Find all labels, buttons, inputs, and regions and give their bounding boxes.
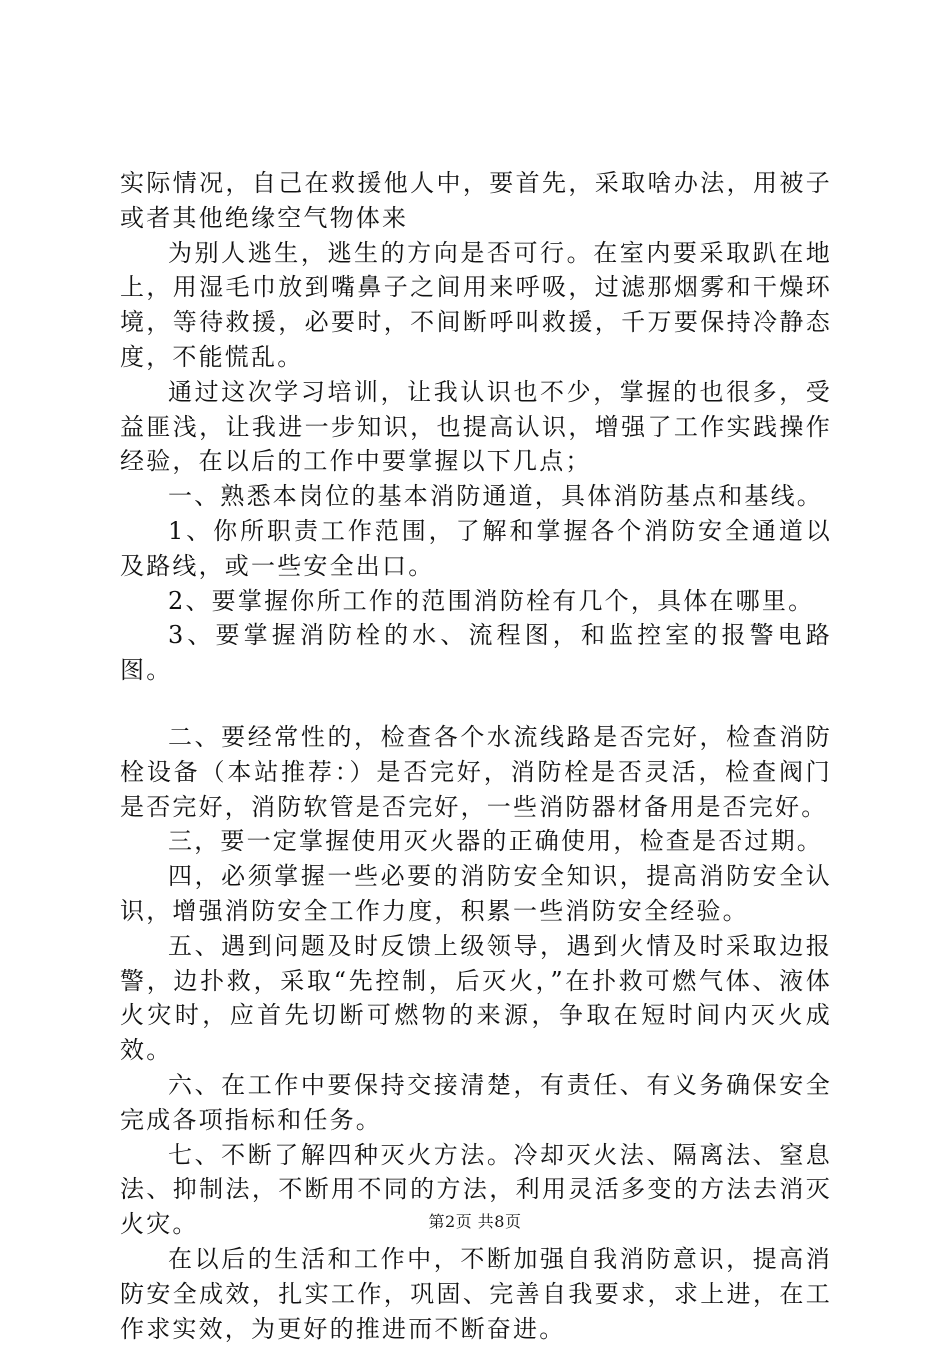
paragraph: 六、在工作中要保持交接清楚，有责任、有义务确保安全完成各项指标和任务。 <box>120 1070 832 1134</box>
paragraph: 四，必须掌握一些必要的消防安全知识，提高消防安全认识，增强消防安全工作力度，积累一些消防安全经验。 <box>120 862 832 925</box>
list-item: 3、要掌握消防栓的水、流程图，和监控室的报警电路图。 <box>120 621 832 685</box>
paragraph: 三，要一定掌握使用灭火器的正确使用，检查是否过期。 <box>168 827 823 856</box>
paragraph: 实际情况，自己在救援他人中，要首先，采取啥办法，用被子或者其他绝缘空气物体来 <box>120 169 832 232</box>
page-footer: 第2页 共8页 <box>428 1212 522 1231</box>
section-heading: 一、熟悉本岗位的基本消防通道，具体消防基点和基线。 <box>168 482 823 511</box>
paragraph: 为别人逃生，逃生的方向是否可行。在室内要采取趴在地上，用湿毛巾放到嘴鼻子之间用来呼吸，过滤那烟雾和干燥环境，等待救援，必要时，不间断呼叫救援，千万要保持冷静态度，不能慌乱。 <box>120 238 832 371</box>
list-item: 2、要掌握你所工作的范围消防栓有几个，具体在哪里。 <box>168 586 815 615</box>
paragraph: 在以后的生活和工作中，不断加强自我消防意识，提高消防安全成效，扎实工作，巩固、完善自我要求，求上进，在工作求实效，为更好的推进而不断奋进。 <box>120 1244 832 1343</box>
paragraph: 通过这次学习培训，让我认识也不少，掌握的也很多，受益匪浅，让我进一步知识，也提高认识，增强了工作实践操作经验，在以后的工作中要掌握以下几点； <box>120 377 832 476</box>
paragraph: 五、遇到问题及时反馈上级领导，遇到火情及时采取边报警，边扑救，采取“先控制，后灭火，”在扑救可燃气体、液体火灾时，应首先切断可燃物的来源，争取在短时间内灭火成效。 <box>120 931 832 1065</box>
list-item: 1、你所职责工作范围，了解和掌握各个消防安全通道以及路线，或一些安全出口。 <box>120 516 832 580</box>
paragraph: 七、不断了解四种灭火方法。冷却灭火法、隔离法、窒息法、抑制法，不断用不同的方法，利用灵活多变的方法去消灭火灾。 <box>120 1140 832 1239</box>
paragraph: 二、要经常性的，检查各个水流线路是否完好，检查消防栓设备（本站推荐：）是否完好，消防栓是否灵活，检查阀门是否完好，消防软管是否完好，一些消防器材备用是否完好。 <box>120 722 832 821</box>
document-body <box>120 166 832 1346</box>
